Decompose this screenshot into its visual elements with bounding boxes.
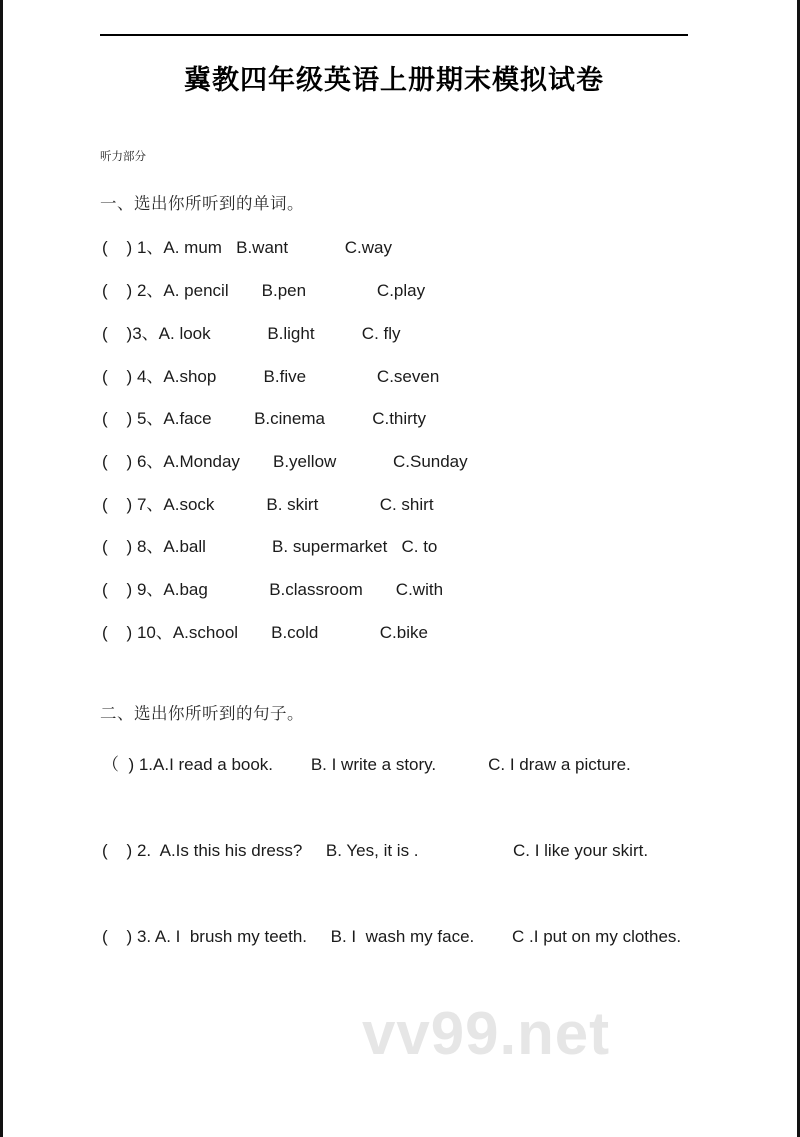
- page-border-left: [0, 0, 3, 1137]
- list-item: ( ) 2、A. pencil B.pen C.play: [102, 281, 426, 300]
- title-top-rule: [100, 34, 688, 36]
- list-item: ( ) 7、A.sock B. skirt C. shirt: [102, 495, 434, 514]
- list-item: ( ) 4、A.shop B.five C.seven: [102, 367, 440, 386]
- page-bottom-margin: [3, 1115, 797, 1137]
- listening-section-label: 听力部分: [100, 151, 146, 163]
- page-content: [100, 0, 700, 1137]
- list-item: ( ) 8、A.ball B. supermarket C. to: [102, 537, 438, 556]
- list-item: ( )3、A. look B.light C. fly: [102, 324, 401, 343]
- list-item: ( ) 10、A.school B.cold C.bike: [102, 623, 428, 642]
- list-item: ( ) 2. A.Is this his dress? B. Yes, it is . C. I like your skirt.: [102, 841, 649, 860]
- list-item: （ ) 1.A.I read a book. B. I write a story. C. I draw a picture.: [102, 755, 631, 774]
- list-item: ( ) 9、A.bag B.classroom C.with: [102, 580, 444, 599]
- list-item: ( ) 3. A. I brush my teeth. B. I wash my face. C .I put on my clothes.: [102, 927, 682, 946]
- list-item: ( ) 1、A. mum B.want C.way: [102, 238, 393, 257]
- question-one-heading: 一、选出你所听到的单词。: [100, 195, 304, 213]
- page-title: 冀教四年级英语上册期末模拟试卷: [184, 65, 604, 96]
- question-two-heading: 二、选出你所听到的句子。: [100, 705, 304, 723]
- list-item: ( ) 5、A.face B.cinema C.thirty: [102, 409, 427, 428]
- list-item: ( ) 6、A.Monday B.yellow C.Sunday: [102, 452, 468, 471]
- watermark: vv99.net: [362, 1000, 611, 1067]
